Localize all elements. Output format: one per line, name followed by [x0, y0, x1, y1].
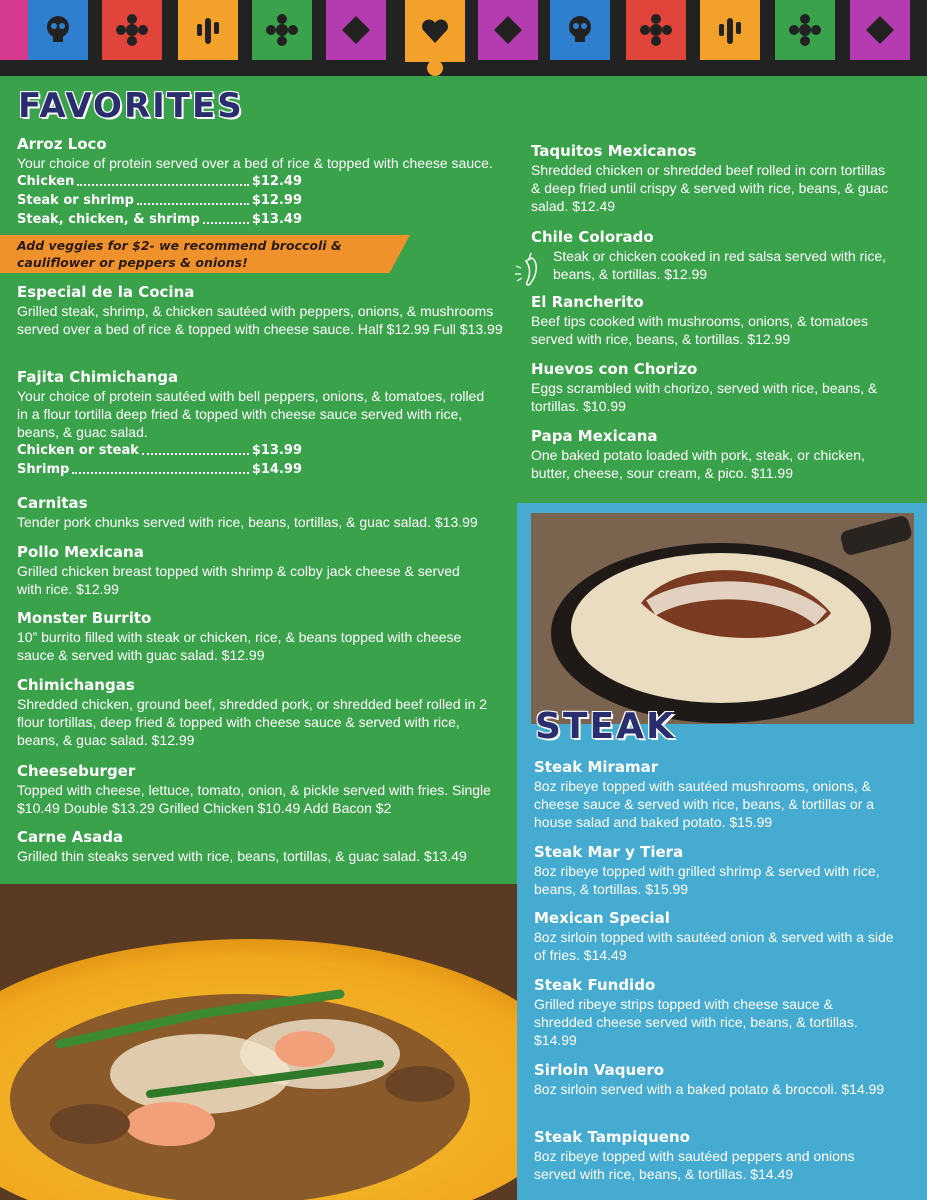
skull-icon [560, 10, 600, 50]
item-name: Chile Colorado [531, 228, 654, 246]
diamond-icon [336, 10, 376, 50]
item-name: Carnitas [17, 494, 88, 512]
menu-item-carne-asada [17, 828, 512, 865]
skull-flag [28, 0, 88, 60]
cactus-flag [178, 0, 238, 60]
food-photo-platter [0, 884, 517, 1200]
item-name: Pollo Mexicana [17, 543, 144, 561]
skull-flag [550, 0, 610, 60]
menu-item-huevos-con-chorizo [531, 360, 891, 415]
flower-flag [252, 0, 312, 60]
item-name: Steak Tampiqueno [534, 1128, 690, 1146]
platter-illustration [0, 884, 517, 1200]
leader-dots [77, 172, 249, 186]
favorites-title: FAVORITES [18, 86, 244, 126]
item-desc: 8oz ribeye topped with sautéed peppers and onions served with rice, beans, & tortillas. $14.49 [534, 1148, 855, 1182]
item-name: Huevos con Chorizo [531, 360, 698, 378]
item-name: Arroz Loco [17, 135, 107, 153]
cactus-icon [710, 10, 750, 50]
pattern-flag [326, 0, 386, 60]
item-desc: Beef tips cooked with mushrooms, onions, & tomatoes served with rice, beans, & tortillas. $12.99 [531, 313, 868, 347]
diamond-icon [860, 10, 900, 50]
item-name: El Rancherito [531, 293, 644, 311]
menu-item-monster-burrito [17, 609, 477, 664]
item-name: Sirloin Vaquero [534, 1061, 665, 1079]
item-desc: 8oz sirloin topped with sautéed onion & served with a side of fries. $14.49 [534, 929, 894, 963]
flag-decoration [0, 0, 30, 60]
item-desc: One baked potato loaded with pork, steak, or chicken, butter, cheese, sour cream, & pico. $11.99 [531, 447, 865, 481]
pattern-flag [478, 0, 538, 60]
menu-item-chimichangas [17, 676, 497, 749]
item-desc: Shredded chicken or shredded beef rolled in corn tortillas & deep fried until crispy & served with rice, beans, & guac salad. $12.49 [531, 162, 889, 214]
food-photo-steak-skillet [531, 513, 914, 724]
leader-dots [142, 441, 249, 455]
item-desc: Steak or chicken cooked in red salsa served with rice, beans, & tortillas. $12.99 [553, 248, 887, 282]
item-desc: Grilled steak, shrimp, & chicken sautéed with peppers, onions, & mushrooms served over a bed of rice & topped with cheese sauce. Half $12.99 Full $13.99 [17, 303, 503, 337]
menu-item-cheeseburger [17, 762, 497, 817]
item-desc: 8oz ribeye topped with sautéed mushrooms, onions, & cheese sauce & served with rice, beans, & tortillas or a house salad and baked potato. $15.99 [534, 778, 875, 830]
item-desc: Eggs scrambled with chorizo, served with rice, beans, & tortillas. $10.99 [531, 380, 878, 414]
price-row [17, 441, 302, 460]
heart-flag [405, 0, 465, 62]
flower-flag [626, 0, 686, 60]
item-name: Monster Burrito [17, 609, 152, 627]
price-label: Steak, chicken, & shrimp [17, 212, 200, 227]
item-desc: Grilled chicken breast topped with shrimp & colby jack cheese & served with rice. $12.99 [17, 563, 460, 597]
menu-item-steak-fundido [534, 976, 894, 1049]
item-name: Taquitos Mexicanos [531, 142, 697, 160]
item-name: Chimichangas [17, 676, 135, 694]
leader-dots [137, 191, 249, 205]
diamond-icon [488, 10, 528, 50]
flower-icon [112, 10, 152, 50]
price-row [17, 191, 302, 210]
heart-icon [415, 11, 455, 51]
flower-icon [785, 10, 825, 50]
steak-title: STEAK [535, 706, 676, 747]
menu-item-steak-mar-y-tiera [534, 843, 894, 898]
menu-item-taquitos [531, 142, 891, 215]
item-desc: Shredded chicken, ground beef, shredded pork, or shredded beef rolled in 2 flour tortillas, deep fried & topped with cheese sauce & served with rice, beans, & guac salad. $12.99 [17, 696, 488, 748]
item-name: Steak Mar y Tiera [534, 843, 684, 861]
item-name: Papa Mexicana [531, 427, 658, 445]
item-desc: Topped with cheese, lettuce, tomato, onion, & pickle served with fries. Single $10.49 Double $13.29 Grilled Chicken $10.49 Add Bacon $2 [17, 782, 491, 816]
price-label: Steak or shrimp [17, 193, 134, 208]
item-desc: 8oz ribeye topped with grilled shrimp & served with rice, beans, & tortillas. $15.99 [534, 863, 880, 897]
leader-dots [72, 460, 248, 474]
price-label: Chicken [17, 174, 75, 189]
leader-dots [203, 210, 249, 224]
papel-picado-banner [0, 0, 927, 76]
item-desc: 10” burrito filled with steak or chicken, rice, & beans topped with cheese sauce & served with guac salad. $12.99 [17, 629, 462, 663]
cactus-flag [700, 0, 760, 60]
item-desc: Tender pork chunks served with rice, beans, tortillas, & guac salad. $13.99 [17, 514, 478, 530]
menu-item-arroz-loco [17, 135, 507, 229]
price-value: $14.99 [251, 462, 302, 477]
skull-icon [38, 10, 78, 50]
pattern-flag [850, 0, 910, 60]
price-value: $12.49 [251, 174, 302, 189]
menu-item-steak-tampiqueno [534, 1128, 894, 1183]
price-label: Chicken or steak [17, 443, 139, 458]
flower-icon [262, 10, 302, 50]
menu-item-especial [17, 283, 507, 338]
item-name: Fajita Chimichanga [17, 368, 179, 386]
veggies-callout-text: Add veggies for $2- we recommend broccoli & cauliflower or peppers & onions! [17, 238, 342, 270]
menu-item-papa-mexicana [531, 427, 891, 482]
flower-icon [636, 10, 676, 50]
flower-flag [775, 0, 835, 60]
menu-item-mexican-special [534, 909, 894, 964]
menu-item-fajita-chimichanga [17, 368, 497, 479]
price-value: $12.99 [251, 193, 302, 208]
item-desc: Grilled ribeye strips topped with cheese sauce & shredded cheese served with rice, beans, & tortillas. $14.99 [534, 996, 858, 1048]
price-value: $13.49 [251, 212, 302, 227]
skillet-illustration [531, 513, 914, 724]
item-name: Steak Fundido [534, 976, 656, 994]
flower-flag [102, 0, 162, 60]
price-row [17, 460, 302, 479]
price-label: Shrimp [17, 462, 70, 477]
item-name: Carne Asada [17, 828, 124, 846]
item-name: Cheeseburger [17, 762, 136, 780]
menu-item-chile-colorado [531, 228, 891, 283]
item-desc: 8oz sirloin served with a baked potato & broccoli. $14.99 [534, 1081, 885, 1097]
menu-item-el-rancherito [531, 293, 891, 348]
item-name: Mexican Special [534, 909, 670, 927]
menu-item-sirloin-vaquero [534, 1061, 894, 1098]
menu-item-pollo-mexicana [17, 543, 477, 598]
item-desc: Your choice of protein sautéed with bell peppers, onions, & tomatoes, rolled in a flour tortilla deep fried & topped with cheese sauce served with rice, beans, & guac salad. [17, 388, 485, 440]
item-desc: Grilled thin steaks served with rice, beans, tortillas, & guac salad. $13.49 [17, 848, 467, 864]
price-row [17, 210, 302, 229]
menu-item-steak-miramar [534, 758, 894, 831]
price-row [17, 172, 302, 191]
cactus-icon [188, 10, 228, 50]
price-value: $13.99 [251, 443, 302, 458]
menu-item-carnitas [17, 494, 512, 531]
item-desc: Your choice of protein served over a bed of rice & topped with cheese sauce. [17, 155, 493, 171]
item-name: Steak Miramar [534, 758, 659, 776]
item-name: Especial de la Cocina [17, 283, 195, 301]
flag-drop-decoration [427, 60, 443, 76]
